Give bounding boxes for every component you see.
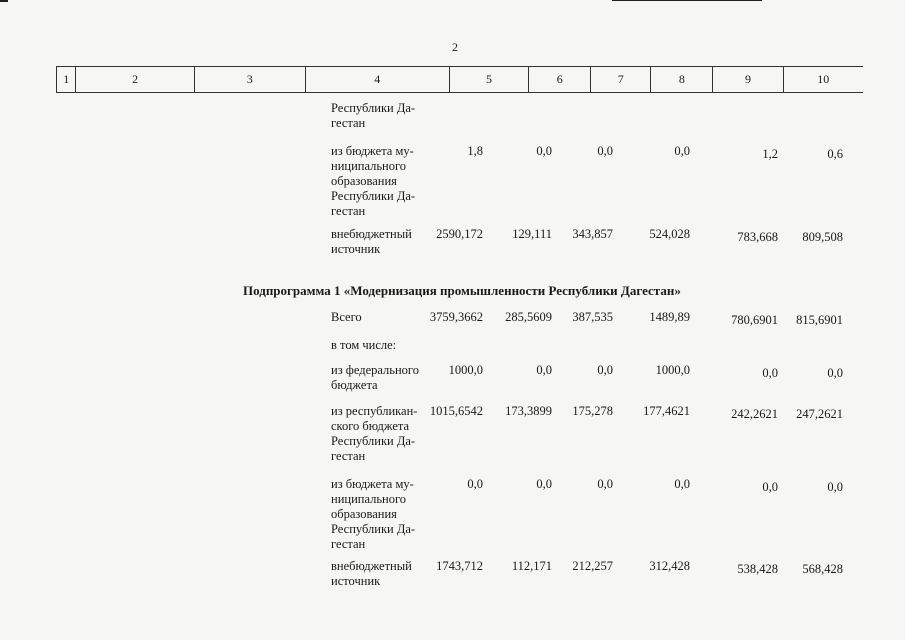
row-label: из республикан- ского бюджета Республики Да- гестан <box>331 404 418 463</box>
table-cell: 173,3899 <box>505 404 552 418</box>
scan-mark-top-right <box>612 0 762 1</box>
subprogram-title: Подпрограмма 1 «Модернизация промышленности Республики Дагестан» <box>243 283 681 298</box>
table-cell: 242,2621 <box>731 407 778 421</box>
table-cell: 212,257 <box>572 559 613 573</box>
table-header-row <box>56 66 863 93</box>
table-cell: 809,508 <box>802 230 843 244</box>
table-cell: 175,278 <box>572 404 613 418</box>
table-cell: 0,0 <box>762 480 778 494</box>
table-cell: 177,4621 <box>643 404 690 418</box>
table-cell: 1489,89 <box>649 310 690 324</box>
column-header: 1 <box>57 67 76 92</box>
table-cell: 0,0 <box>597 144 613 158</box>
table-cell: 112,171 <box>511 559 552 573</box>
table-cell: 247,2621 <box>796 407 843 421</box>
table-cell: 1,8 <box>467 144 483 158</box>
column-header: 2 <box>76 67 194 92</box>
column-header: 7 <box>591 67 651 92</box>
table-cell: 0,0 <box>762 366 778 380</box>
table-cell: 3759,3662 <box>429 310 483 324</box>
table-cell: 0,0 <box>536 363 552 377</box>
table-cell: 1000,0 <box>448 363 483 377</box>
row-label: Республики Да- гестан <box>331 101 416 130</box>
column-header: 3 <box>195 67 306 92</box>
table-cell: 780,6901 <box>731 313 778 327</box>
table-cell: 568,428 <box>802 562 843 576</box>
table-cell: 0,0 <box>597 477 613 491</box>
table-cell: 2590,172 <box>436 227 483 241</box>
table-cell: 0,0 <box>536 144 552 158</box>
column-header: 6 <box>529 67 591 92</box>
column-header: 8 <box>651 67 713 92</box>
row-label: Всего <box>331 310 362 324</box>
table-cell: 815,6901 <box>796 313 843 327</box>
table-cell: 387,535 <box>572 310 613 324</box>
table-cell: 1,2 <box>762 147 778 161</box>
table-cell: 285,5609 <box>505 310 552 324</box>
table-cell: 538,428 <box>737 562 778 576</box>
row-label: из федерального бюджета <box>331 363 419 392</box>
table-cell: 524,028 <box>649 227 690 241</box>
table-cell: 783,668 <box>737 230 778 244</box>
table-cell: 0,0 <box>674 144 690 158</box>
table-cell: 0,0 <box>827 366 843 380</box>
table-cell: 0,0 <box>674 477 690 491</box>
table-cell: 1000,0 <box>655 363 690 377</box>
table-cell: 1743,712 <box>436 559 483 573</box>
table-cell: 343,857 <box>572 227 613 241</box>
row-label: внебюджетный источник <box>331 227 412 256</box>
row-label: из бюджета му- ниципального образования Республики Да- гестан <box>331 144 416 218</box>
table-cell: 312,428 <box>649 559 690 573</box>
page-number: 2 <box>452 40 458 54</box>
column-header: 5 <box>450 67 530 92</box>
table-cell: 0,0 <box>827 480 843 494</box>
table-cell: 1015,6542 <box>429 404 483 418</box>
row-label: в том числе: <box>331 338 397 352</box>
table-cell: 0,0 <box>597 363 613 377</box>
column-header: 4 <box>306 67 450 92</box>
table-cell: 0,0 <box>467 477 483 491</box>
table-cell: 0,6 <box>827 147 843 161</box>
column-header: 10 <box>817 72 830 86</box>
column-header: 9 <box>713 67 783 92</box>
row-label: внебюджетный источник <box>331 559 412 588</box>
scan-mark-top-left <box>0 0 8 2</box>
row-label: из бюджета му- ниципального образования Республики Да- гестан <box>331 477 416 551</box>
table-cell: 129,111 <box>512 227 552 241</box>
table-cell: 0,0 <box>536 477 552 491</box>
